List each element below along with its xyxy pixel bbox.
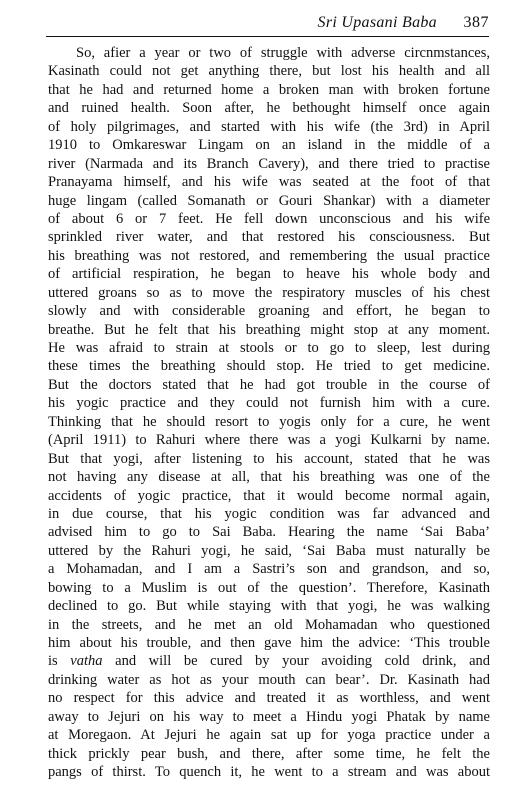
text-line-vatha: is vatha and will be cured by your avoiding cold drink, and (48, 653, 490, 670)
text-line: Pranayama himself, and his wife was seated at the foot of that (48, 174, 490, 191)
text-line: uttered groans so as to move the respiratory muscles of his chest (48, 284, 490, 301)
running-title: Sri Upasani Baba (317, 14, 437, 31)
text-line: accidents of yogic practice, that it would become normal again, (48, 487, 490, 504)
text-line: his breathing was not restored, and remembering the usual practice (48, 247, 490, 264)
text-line: huge lingam (called Somanath or Gouri Shankar) with a diameter (48, 192, 490, 209)
text-line: pangs of thirst. To quench it, he went to a stream and was about (48, 764, 490, 781)
text-line: that he had and returned home a broken man with broken fortune (48, 81, 490, 98)
text-line: Thinking that he should resort to yogis only for a cure, he went (48, 413, 490, 430)
text-line: So, afier a year or two of struggle with adverse circnmstances, (76, 45, 490, 61)
text-line: not having any disease at all, that his breathing was one of the (48, 469, 490, 486)
text-line: slowly and with considerable groaning and effort, he began to (48, 303, 490, 320)
text-line: bowing to a Muslim is out of the question’. Therefore, Kasinath (48, 579, 490, 596)
page-number: 387 (463, 14, 489, 31)
text-line: thick prickly pear bush, and there, after some time, he felt the (48, 745, 490, 762)
text-line: a Mohamadan, and I am a Sastri’s son and grandson, and so, (48, 561, 490, 578)
text-line: But that yogi, after listening to his account, stated that he was (48, 450, 490, 467)
text-line: and ruined health. Soon after, he bethought himself once again (48, 100, 490, 117)
text-line: no respect for this advice and treated it as worthless, and went (48, 690, 490, 707)
text-line: him about his trouble, and then gave him the advice: ‘This trouble (48, 635, 490, 651)
text-line: these times the breathing should stop. He tried to get medicine. (48, 358, 490, 375)
text-line: (April 1911) to Rahuri where there was a yogi Kulkarni by name. (48, 432, 490, 449)
text-line: breathe. But he felt that his breathing might stop at any moment. (48, 321, 490, 338)
body-paragraph (48, 44, 490, 782)
text-line: advised him to go to Sai Baba. Hearing the name ‘Sai Baba’ (48, 524, 490, 541)
text-line: river (Narmada and its Branch Cavery), and there tried to practise (48, 155, 490, 172)
text-line: at Moregaon. At Jejuri he again sat up for yoga practice under a (48, 727, 490, 744)
text-line: declined to go. But while staying with that yogi, he was walking (48, 598, 490, 615)
text-line: Kasinath could not get anything there, but lost his health and all (48, 63, 490, 80)
text-line: of artificial respiration, he began to heave his whole body and (48, 266, 490, 283)
text-line: 1910 to Omkareswar Lingam on an island in the middle of a (48, 137, 490, 154)
text-line: his yogic practice and they could not furnish him with a cure. (48, 395, 490, 412)
italic-word: vatha (70, 653, 103, 670)
text-line: drinking water as hot as your mouth can bear’. Dr. Kasinath had (48, 671, 490, 688)
text-line: sprinkled river water, and that restored his consciousness. But (48, 229, 490, 246)
text-line: in the streets, and he met an old Mohamadan who questioned (48, 616, 490, 633)
text-line: of about 6 or 7 feet. He fell down unconscious and his wife (48, 210, 490, 227)
text-line: But the doctors stated that he had got trouble in the course of (48, 376, 490, 393)
text-line: uttered by the Rahuri yogi, he said, ‘Sai Baba must naturally be (48, 542, 490, 559)
text-line: away to Jejuri on his way to meet a Hindu yogi Phatak by name (48, 708, 490, 725)
text-line: He was afraid to strain at stools or to go to sleep, lest during (48, 340, 490, 356)
text-line: of holy pilgrimages, and started with his wife (the 3rd) in April (48, 118, 490, 135)
text-line: in due course, that his yogic condition was far advanced and (48, 505, 490, 522)
running-header (46, 12, 489, 37)
